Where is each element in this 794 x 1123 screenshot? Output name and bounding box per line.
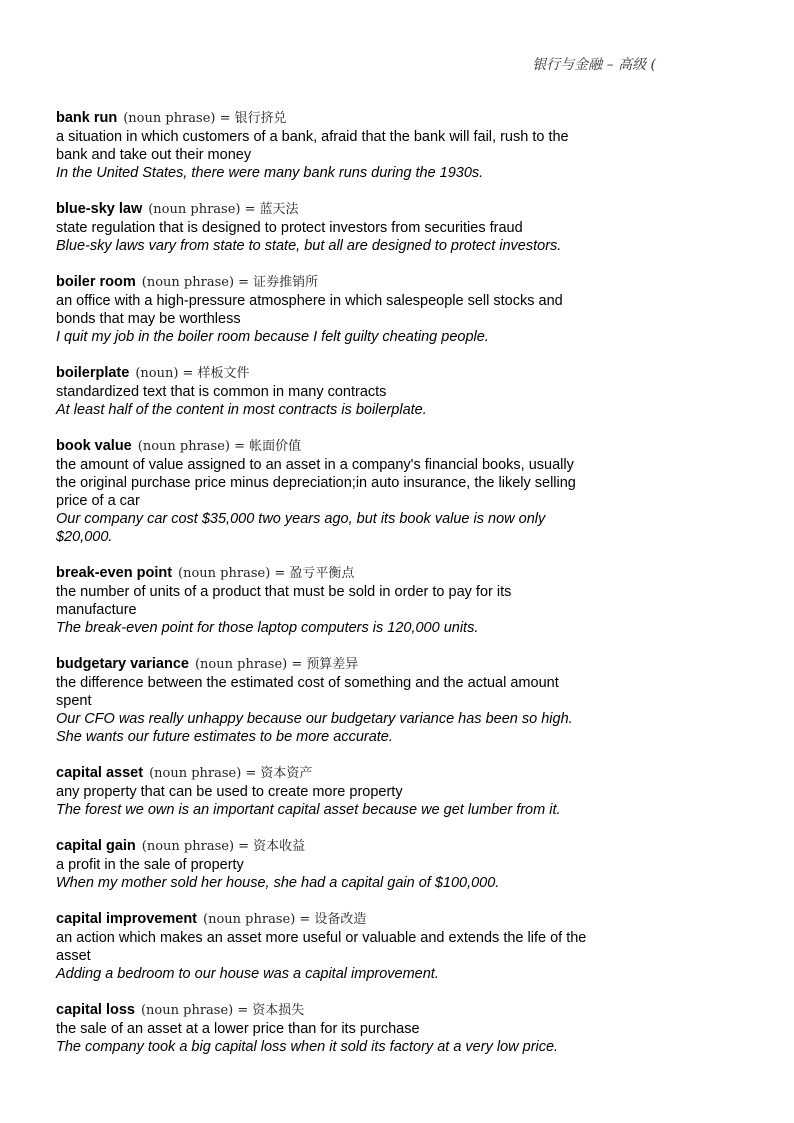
entry-definition-line: state regulation that is designed to protect investors from securities fraud: [56, 220, 523, 236]
entry-term: book value: [56, 438, 132, 454]
entry-chinese-translation: 样板文件: [197, 366, 250, 381]
entry-example-line: At least half of the content in most contracts is boilerplate.: [56, 402, 427, 418]
entry-example-line: Our company car cost $35,000 two years ago, but its book value is now only: [56, 511, 546, 527]
entry-definition-line: bonds that may be worthless: [56, 311, 241, 327]
entry-part-of-speech: (noun) =: [135, 366, 194, 381]
glossary-entry: [56, 655, 656, 746]
glossary-entry: [56, 910, 656, 983]
entry-part-of-speech: (noun phrase) =: [149, 766, 257, 781]
entry-definition-line: manufacture: [56, 602, 137, 618]
entry-heading: [56, 910, 656, 929]
entry-part-of-speech: (noun phrase) =: [140, 1003, 249, 1018]
entry-chinese-translation: 证券推销所: [253, 275, 319, 290]
entry-term: boilerplate: [56, 365, 130, 381]
entry-term: capital loss: [56, 1002, 135, 1018]
entry-term: boiler room: [56, 274, 136, 290]
entry-chinese-translation: 资本损失: [252, 1003, 305, 1018]
entry-part-of-speech: (noun phrase) =: [123, 111, 231, 126]
entry-term: bank run: [56, 110, 118, 126]
entry-heading: [56, 655, 656, 674]
entry-heading: [56, 1001, 656, 1020]
glossary-entry: [56, 837, 656, 892]
entry-definition-line: an action which makes an asset more useful or valuable and extends the life of the: [56, 930, 587, 946]
entry-chinese-translation: 设备改造: [314, 912, 367, 927]
entry-definition-line: any property that can be used to create more property: [56, 784, 403, 800]
entry-part-of-speech: (noun phrase) =: [178, 566, 286, 581]
glossary-entry: [56, 437, 656, 546]
entry-part-of-speech: (noun phrase) =: [203, 912, 311, 927]
glossary-entry: [56, 564, 656, 637]
entry-heading: [56, 564, 656, 583]
entry-heading: [56, 837, 656, 856]
entry-chinese-translation: 帐面价值: [249, 439, 302, 454]
entry-term: break-even point: [56, 565, 173, 581]
entry-chinese-translation: 资本资产: [260, 766, 313, 781]
entry-definition-line: the difference between the estimated cost of something and the actual amount: [56, 675, 559, 691]
entry-example-line: Blue-sky laws vary from state to state, but all are designed to protect investors.: [56, 238, 562, 254]
glossary-entry: [56, 364, 656, 419]
entry-example-line: Adding a bedroom to our house was a capital improvement.: [56, 966, 439, 982]
entry-example-line: The break-even point for those laptop computers is 120,000 units.: [56, 620, 479, 636]
glossary-entry: [56, 200, 656, 255]
entry-definition-line: a situation in which customers of a bank, afraid that the bank will fail, rush to the: [56, 129, 569, 145]
entry-definition-line: the sale of an asset at a lower price than for its purchase: [56, 1021, 420, 1037]
entry-example-line: She wants our future estimates to be more accurate.: [56, 729, 393, 745]
entry-definition-line: the amount of value assigned to an asset in a company's financial books, usually: [56, 457, 574, 473]
entry-term: budgetary variance: [56, 656, 189, 672]
entry-term: capital gain: [56, 838, 136, 854]
entry-definition-line: a profit in the sale of property: [56, 857, 244, 873]
entry-definition-line: price of a car: [56, 493, 140, 509]
entry-heading: [56, 764, 656, 783]
entry-definition-line: asset: [56, 948, 91, 964]
entry-example-line: In the United States, there were many bank runs during the 1930s.: [56, 165, 484, 181]
entry-part-of-speech: (noun phrase) =: [141, 275, 250, 290]
glossary-entry: [56, 764, 656, 819]
entry-part-of-speech: (noun phrase) =: [141, 839, 250, 854]
entry-term: blue-sky law: [56, 201, 143, 217]
entry-heading: [56, 109, 656, 128]
entry-term: capital improvement: [56, 911, 198, 927]
entry-chinese-translation: 资本收益: [253, 839, 306, 854]
entry-example-line: I quit my job in the boiler room because I felt guilty cheating people.: [56, 329, 489, 345]
entry-example-line: The forest we own is an important capital asset because we get lumber from it.: [56, 802, 561, 818]
entry-example-line: The company took a big capital loss when it sold its factory at a very low price.: [56, 1039, 559, 1055]
entry-example-line: Our CFO was really unhappy because our budgetary variance has been so high.: [56, 711, 573, 727]
page-header: 银行与金融 – 高级 (: [532, 57, 656, 73]
glossary-list: [56, 109, 656, 1074]
entry-part-of-speech: (noun phrase) =: [194, 657, 303, 672]
entry-term: capital asset: [56, 765, 144, 781]
entry-example-line: When my mother sold her house, she had a capital gain of $100,000.: [56, 875, 500, 891]
entry-example-line: $20,000.: [56, 529, 113, 545]
entry-definition-line: spent: [56, 693, 92, 709]
entry-definition-line: an office with a high-pressure atmosphere in which salespeople sell stocks and: [56, 293, 563, 309]
entry-part-of-speech: (noun phrase) =: [148, 202, 256, 217]
entry-chinese-translation: 蓝天法: [259, 202, 299, 217]
glossary-entry: [56, 109, 656, 182]
entry-heading: [56, 364, 656, 383]
entry-chinese-translation: 预算差异: [306, 657, 359, 672]
entry-definition-line: the original purchase price minus depreciation;in auto insurance, the likely selling: [56, 475, 576, 491]
glossary-entry: [56, 1001, 656, 1056]
entry-definition-line: the number of units of a product that must be sold in order to pay for its: [56, 584, 512, 600]
entry-heading: [56, 273, 656, 292]
entry-definition-line: standardized text that is common in many contracts: [56, 384, 387, 400]
entry-chinese-translation: 盈亏平衡点: [289, 566, 355, 581]
entry-definition-line: bank and take out their money: [56, 147, 252, 163]
entry-chinese-translation: 银行挤兑: [234, 111, 287, 126]
glossary-entry: [56, 273, 656, 346]
entry-heading: [56, 437, 656, 456]
entry-heading: [56, 200, 656, 219]
entry-part-of-speech: (noun phrase) =: [137, 439, 246, 454]
